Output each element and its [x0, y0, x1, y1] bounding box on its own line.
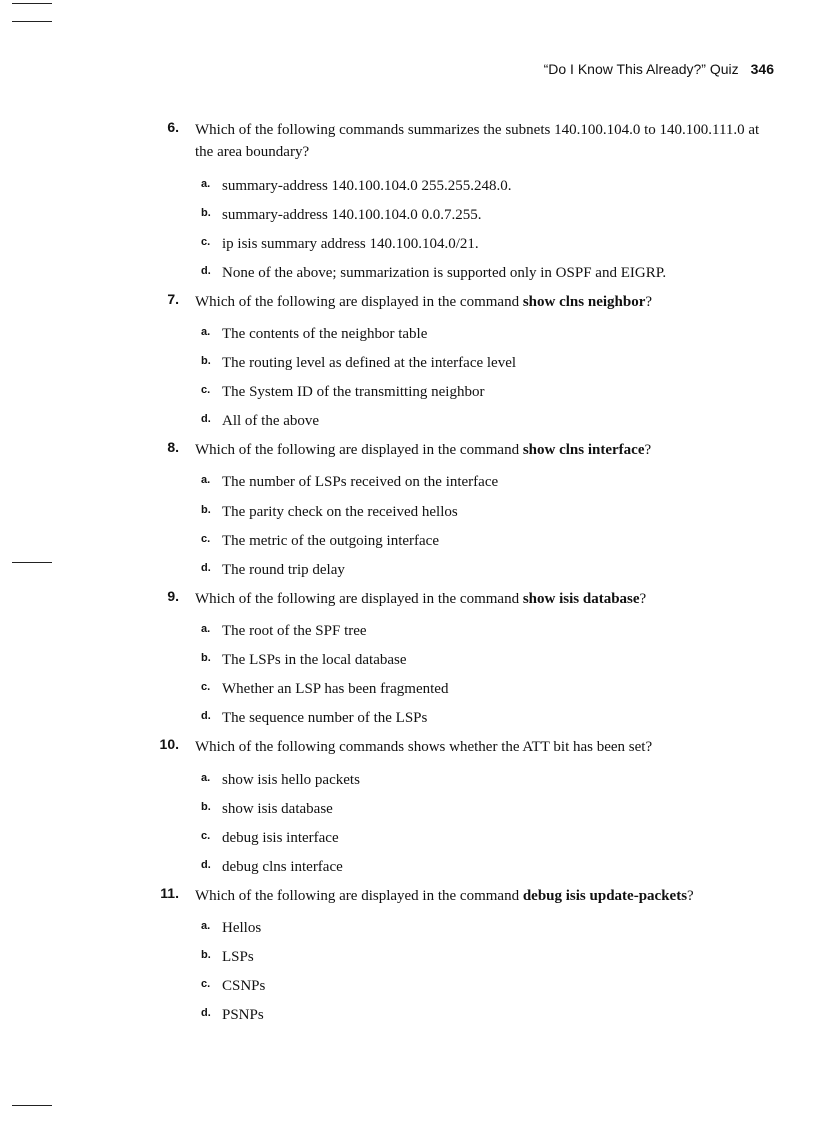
option-label: a.: [201, 474, 211, 486]
option-label: b.: [201, 652, 211, 664]
question-text: Which of the following are displayed in the command show isis database?: [195, 591, 647, 607]
option-label: c.: [201, 830, 211, 842]
option-9b: [0, 649, 816, 671]
option-label: b.: [201, 504, 211, 516]
option-text: show isis hello packets: [222, 772, 360, 788]
question-text: Which of the following are displayed in the command show clns neighbor?: [195, 294, 653, 310]
option-label: c.: [201, 978, 211, 990]
option-label: b.: [201, 207, 211, 219]
option-label: c.: [201, 533, 211, 545]
option-label: c.: [201, 384, 211, 396]
option-label: a.: [201, 326, 211, 338]
command-name: show clns interface: [522, 442, 645, 458]
command-name: show clns neighbor: [522, 294, 646, 310]
option-7c: [0, 381, 816, 403]
option-label: a.: [201, 920, 211, 932]
question-number: 11.: [160, 885, 179, 901]
option-text: show isis database: [222, 801, 333, 817]
option-text: The contents of the neighbor table: [222, 326, 428, 342]
option-text: The System ID of the transmitting neighbor: [222, 384, 485, 400]
option-text: ip isis summary address 140.100.104.0/21.: [222, 236, 479, 252]
option-text: The metric of the outgoing interface: [222, 533, 439, 549]
option-8d: [0, 559, 816, 581]
option-text: Whether an LSP has been fragmented: [222, 681, 449, 697]
option-9a: [0, 620, 816, 642]
option-9d: [0, 707, 816, 729]
question-number: 9.: [167, 588, 179, 604]
option-7d: [0, 410, 816, 432]
option-8c: [0, 530, 816, 552]
option-11d: [0, 1004, 816, 1026]
question-number: 7.: [167, 291, 179, 307]
option-label: b.: [201, 355, 211, 367]
question-number: 6.: [167, 119, 179, 135]
option-label: d.: [201, 265, 211, 277]
option-8a: [0, 471, 816, 493]
option-text: summary-address 140.100.104.0 255.255.248.0.: [222, 178, 512, 194]
question-number: 10.: [159, 736, 179, 752]
option-label: a.: [201, 178, 211, 190]
option-11b: [0, 946, 816, 968]
option-text: The number of LSPs received on the interface: [222, 474, 499, 490]
option-label: b.: [201, 801, 211, 813]
option-10b: [0, 798, 816, 820]
option-6a: [0, 175, 816, 197]
question-text: Which of the following are displayed in the command debug isis update-packets?: [195, 888, 694, 904]
question-text: Which of the following are displayed in the command show clns interface?: [195, 442, 652, 458]
option-6b: [0, 204, 816, 226]
command-name: show isis database: [522, 591, 640, 607]
option-10c: [0, 827, 816, 849]
option-6c: [0, 233, 816, 255]
option-text: debug isis interface: [222, 830, 339, 846]
crop-mark: [12, 1105, 52, 1106]
option-text: PSNPs: [222, 1007, 264, 1023]
running-header: [544, 61, 774, 77]
option-6d: [0, 262, 816, 284]
option-label: d.: [201, 413, 211, 425]
option-text: The sequence number of the LSPs: [222, 710, 428, 726]
page-number: 346: [750, 61, 774, 77]
option-text: The root of the SPF tree: [222, 623, 367, 639]
option-label: a.: [201, 772, 211, 784]
question-text: Which of the following commands shows whether the ATT bit has been set?: [195, 739, 653, 755]
question-text: Which of the following commands summarizes the subnets 140.100.104.0 to 140.100.111.0 at the area boundary?: [195, 122, 760, 160]
crop-mark: [12, 21, 52, 22]
option-11a: [0, 917, 816, 939]
option-text: None of the above; summarization is supported only in OSPF and EIGRP.: [222, 265, 667, 281]
option-text: The routing level as defined at the interface level: [222, 355, 517, 371]
option-label: a.: [201, 623, 211, 635]
option-9c: [0, 678, 816, 700]
option-7a: [0, 323, 816, 345]
option-8b: [0, 501, 816, 523]
option-text: All of the above: [222, 413, 320, 429]
question-number: 8.: [167, 439, 179, 455]
option-text: debug clns interface: [222, 859, 343, 875]
option-text: The round trip delay: [222, 562, 345, 578]
running-title: “Do I Know This Already?” Quiz: [543, 61, 739, 77]
option-label: d.: [201, 859, 211, 871]
option-label: d.: [201, 562, 211, 574]
option-label: d.: [201, 1007, 211, 1019]
option-10d: [0, 856, 816, 878]
option-text: CSNPs: [222, 978, 266, 994]
option-text: The parity check on the received hellos: [222, 504, 458, 520]
command-name: debug isis update-packets: [522, 888, 688, 904]
option-text: The LSPs in the local database: [222, 652, 407, 668]
crop-mark: [12, 3, 52, 4]
option-10a: [0, 769, 816, 791]
option-text: summary-address 140.100.104.0 0.0.7.255.: [222, 207, 482, 223]
option-11c: [0, 975, 816, 997]
option-label: b.: [201, 949, 211, 961]
option-label: c.: [201, 681, 211, 693]
option-text: Hellos: [222, 920, 262, 936]
option-7b: [0, 352, 816, 374]
option-text: LSPs: [222, 949, 254, 965]
option-label: d.: [201, 710, 211, 722]
option-label: c.: [201, 236, 211, 248]
